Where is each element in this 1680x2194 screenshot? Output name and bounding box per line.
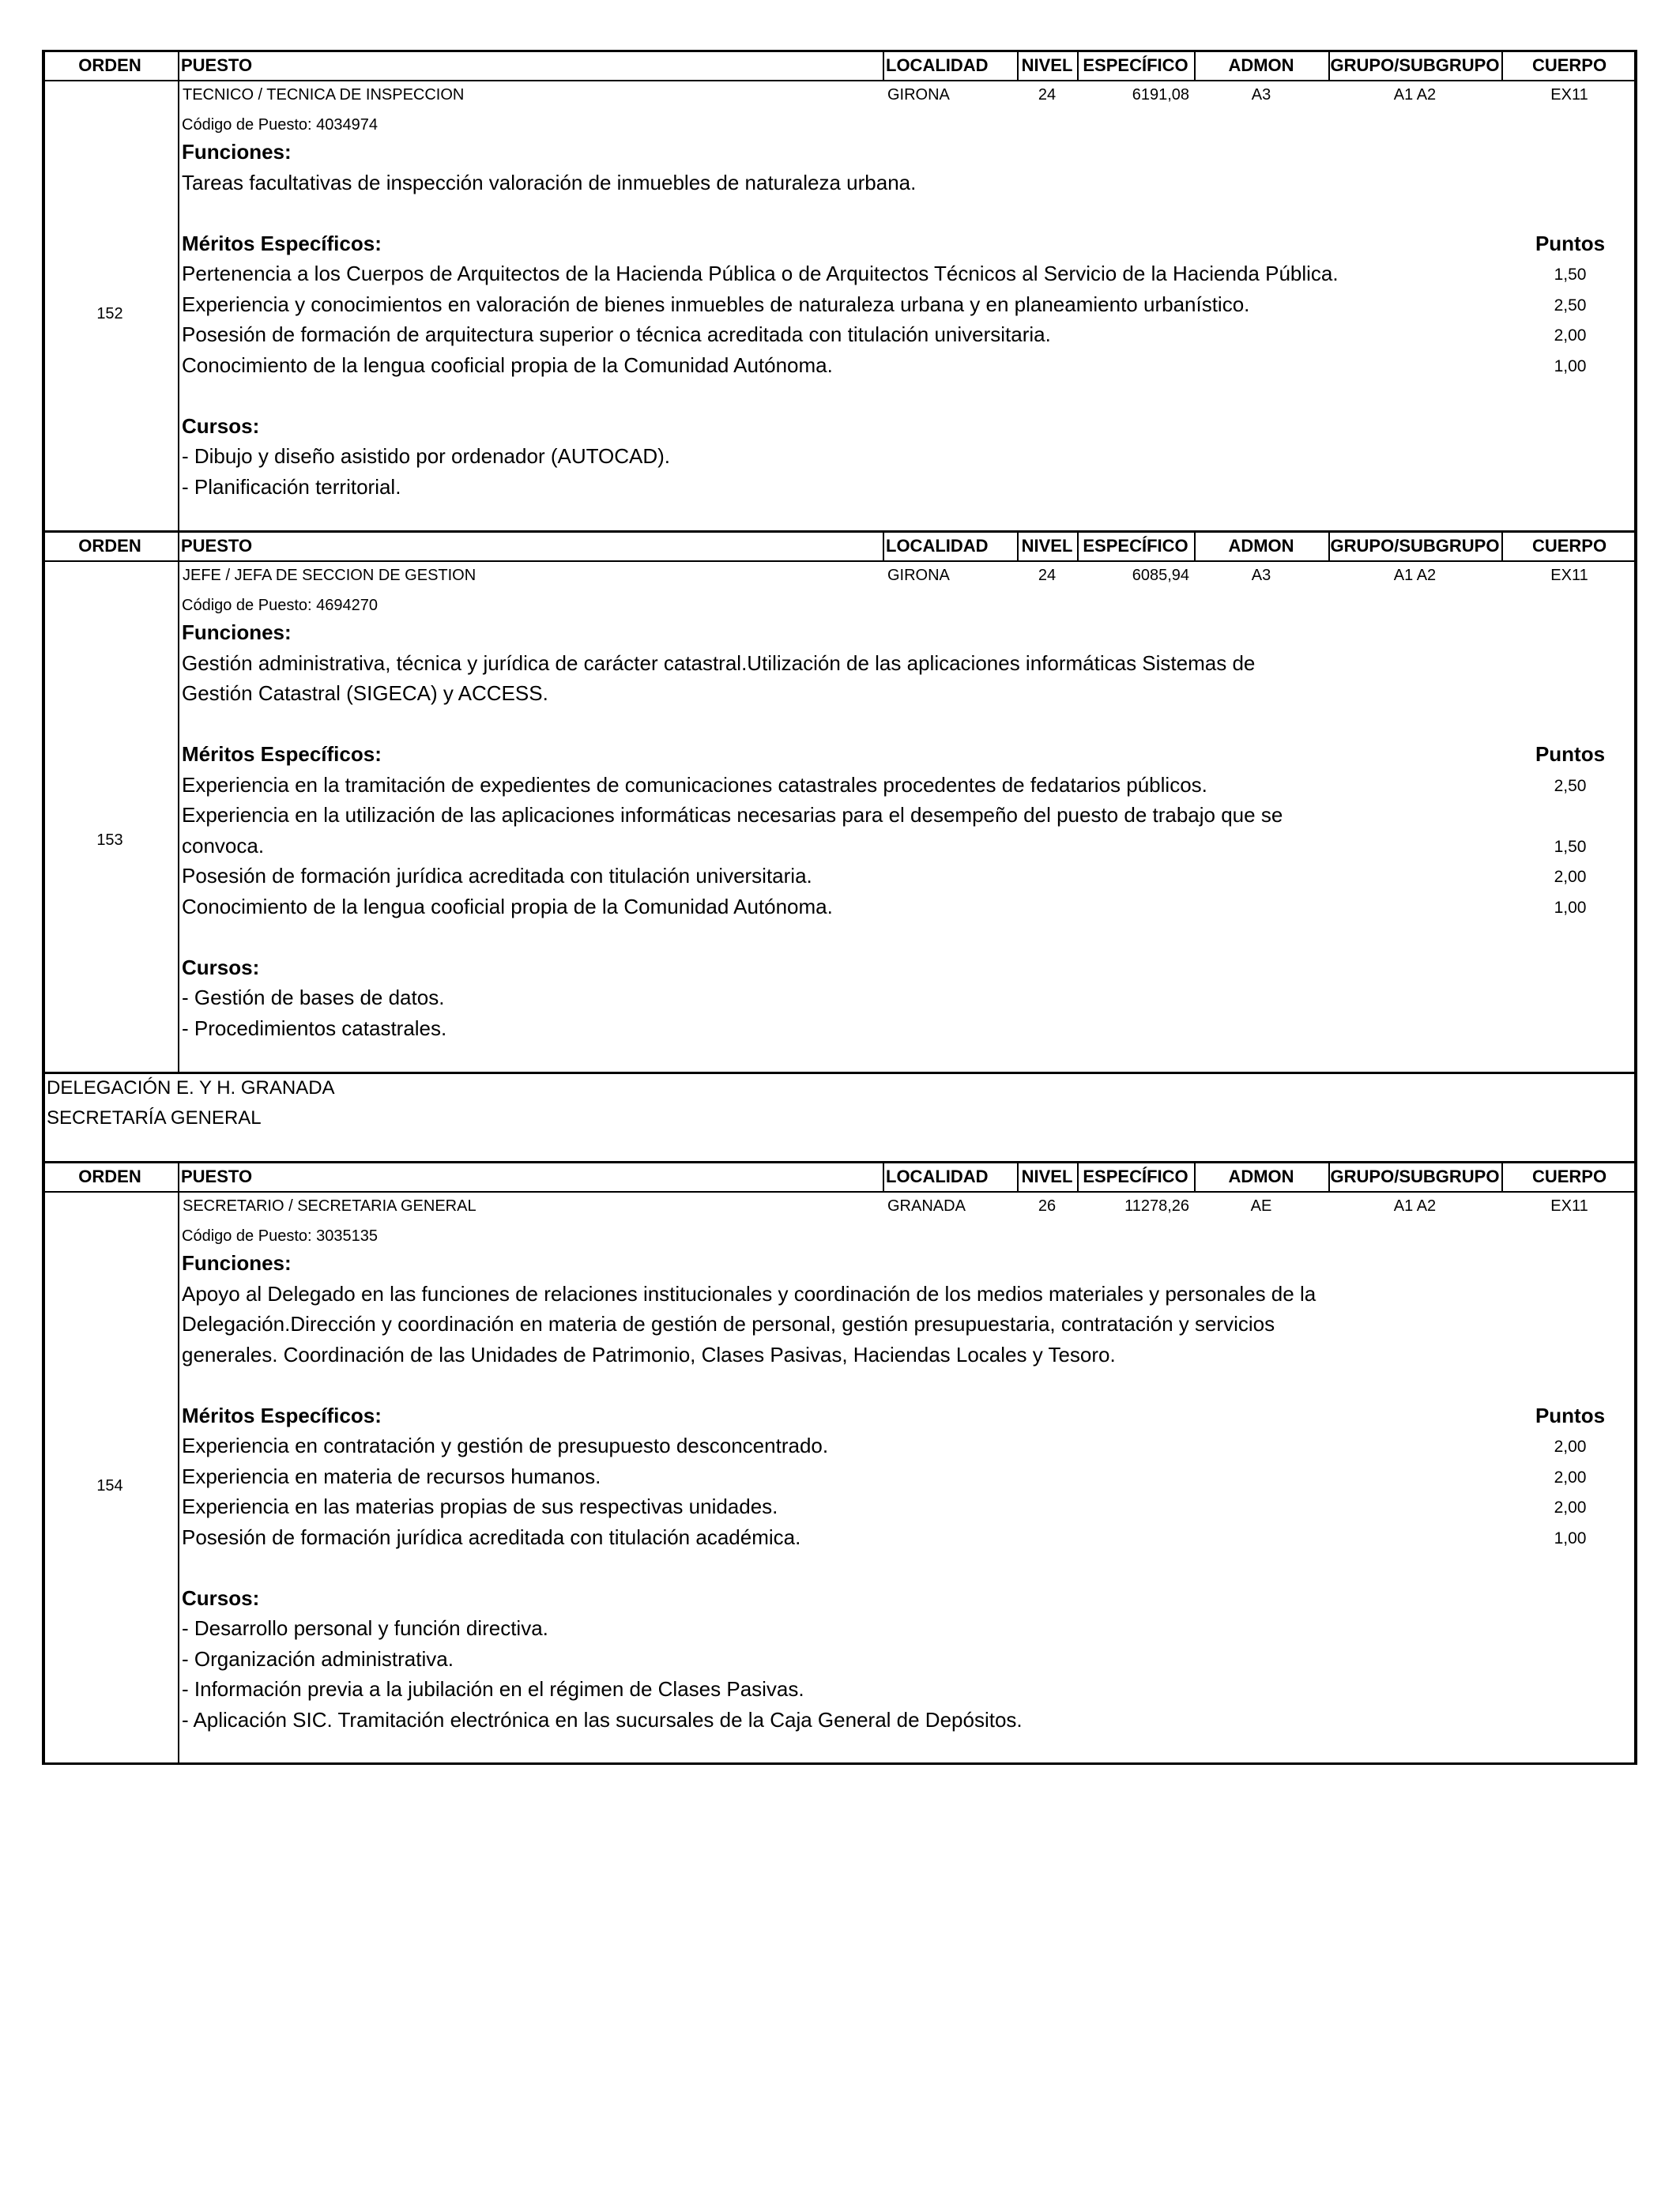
entry-grupo: A1 A2: [1393, 1197, 1437, 1215]
entry-admon: A3: [1251, 567, 1271, 584]
header-orden: ORDEN: [78, 536, 141, 556]
header-cuerpo: CUERPO: [1531, 55, 1607, 75]
header-cuerpo: CUERPO: [1531, 1167, 1607, 1186]
curso-line: - Gestión de bases de datos.: [182, 986, 445, 1009]
merito-line: Conocimiento de la lengua cooficial propia de la Comunidad Autónoma.: [182, 894, 833, 918]
curso-line: - Desarrollo personal y función directiva.: [182, 1616, 548, 1640]
header-localidad: LOCALIDAD: [886, 536, 989, 556]
funciones-line: Gestión Catastral (SIGECA) y ACCESS.: [182, 681, 548, 705]
entry-nivel: 24: [1038, 567, 1057, 584]
entry-localidad: GIRONA: [887, 86, 950, 104]
column-rule: [178, 560, 179, 1072]
merito-line: Posesión de formación jurídica acreditada con titulación académica.: [182, 1525, 801, 1549]
curso-line: - Dibujo y diseño asistido por ordenador (AUTOCAD).: [182, 444, 671, 468]
entry-orden: 154: [96, 1477, 123, 1495]
curso-line: - Planificación territorial.: [182, 474, 401, 499]
funciones-line: Tareas facultativas de inspección valoración de inmuebles de naturaleza urbana.: [182, 170, 917, 194]
header-especifico: ESPECÍFICO: [1083, 55, 1188, 75]
merito-line: Conocimiento de la lengua cooficial propia de la Comunidad Autónoma.: [182, 352, 833, 377]
entry-localidad: GRANADA: [887, 1197, 966, 1215]
merito-line: convoca.: [182, 833, 265, 858]
entry-admon: A3: [1251, 86, 1271, 104]
curso-line: - Procedimientos catastrales.: [182, 1016, 447, 1040]
curso-line: - Aplicación SIC. Tramitación electrónica en las sucursales de la Caja General de Depósitos.: [182, 1707, 1023, 1732]
merito-points: 2,00: [1554, 1438, 1587, 1456]
funciones-heading: Funciones:: [182, 620, 292, 644]
entry-puesto: JEFE / JEFA DE SECCION DE GESTION: [183, 567, 477, 584]
cursos-heading: Cursos:: [182, 1585, 260, 1610]
puntos-heading: Puntos: [1535, 231, 1606, 255]
funciones-line: generales. Coordinación de las Unidades de Patrimonio, Clases Pasivas, Haciendas Locales y Tesoro.: [182, 1342, 1116, 1367]
header-grupo: GRUPO/SUBGRUPO: [1330, 55, 1500, 75]
header-admon: ADMON: [1228, 536, 1294, 556]
meritos-heading: Méritos Específicos:: [182, 231, 382, 255]
header-orden: ORDEN: [78, 55, 141, 75]
curso-line: - Organización administrativa.: [182, 1646, 454, 1671]
entry-grupo: A1 A2: [1393, 86, 1437, 104]
entry-especifico: 11278,26: [1124, 1197, 1189, 1215]
merito-points: 1,50: [1554, 266, 1587, 284]
section-secretaria: SECRETARÍA GENERAL: [47, 1107, 262, 1129]
entry-cuerpo: EX11: [1550, 86, 1588, 104]
header-grupo: GRUPO/SUBGRUPO: [1330, 536, 1500, 556]
header-nivel: NIVEL: [1021, 55, 1073, 75]
entry-grupo: A1 A2: [1393, 567, 1437, 584]
column-rule: [178, 1191, 179, 1762]
entry-cuerpo: EX11: [1550, 567, 1588, 584]
puntos-heading: Puntos: [1535, 742, 1606, 766]
header-especifico: ESPECÍFICO: [1083, 536, 1188, 556]
funciones-line: Apoyo al Delegado en las funciones de relaciones institucionales y coordinación de los medios materiales y personales de la: [182, 1281, 1317, 1306]
header-localidad: LOCALIDAD: [886, 55, 989, 75]
cursos-heading: Cursos:: [182, 413, 260, 438]
funciones-heading: Funciones:: [182, 1251, 292, 1275]
header-grupo: GRUPO/SUBGRUPO: [1330, 1167, 1500, 1186]
header-puesto: PUESTO: [181, 536, 253, 556]
entry-especifico: 6191,08: [1132, 86, 1189, 104]
puntos-heading: Puntos: [1535, 1403, 1606, 1427]
entry-admon: AE: [1250, 1197, 1272, 1215]
merito-points: 2,00: [1554, 1498, 1587, 1517]
puesto-code: Código de Puesto: 4034974: [182, 116, 378, 134]
merito-line: Experiencia en la tramitación de expedientes de comunicaciones catastrales procedentes de fedatarios públicos.: [182, 772, 1207, 797]
meritos-heading: Méritos Específicos:: [182, 742, 382, 766]
puesto-code: Código de Puesto: 4694270: [182, 597, 378, 614]
entry-cuerpo: EX11: [1550, 1197, 1588, 1215]
funciones-heading: Funciones:: [182, 140, 292, 164]
entry-puesto: SECRETARIO / SECRETARIA GENERAL: [183, 1197, 477, 1215]
header-admon: ADMON: [1228, 55, 1294, 75]
merito-points: 2,00: [1554, 1468, 1587, 1487]
entry-localidad: GIRONA: [887, 567, 950, 584]
header-admon: ADMON: [1228, 1167, 1294, 1186]
entry-nivel: 24: [1038, 86, 1057, 104]
merito-line: Posesión de formación de arquitectura superior o técnica acreditada con titulación universitaria.: [182, 322, 1051, 346]
entry-puesto: TECNICO / TECNICA DE INSPECCION: [183, 86, 465, 104]
header-puesto: PUESTO: [181, 55, 253, 75]
header-cuerpo: CUERPO: [1531, 536, 1607, 556]
merito-points: 1,00: [1554, 356, 1587, 375]
merito-line: Experiencia en las materias propias de sus respectivas unidades.: [182, 1495, 778, 1518]
merito-line: Pertenencia a los Cuerpos de Arquitectos de la Hacienda Pública o de Arquitectos Técnicos al Servicio de la Hacienda Pública.: [182, 262, 1339, 285]
merito-points: 1,50: [1554, 837, 1587, 856]
puesto-code: Código de Puesto: 3035135: [182, 1227, 378, 1245]
merito-points: 2,00: [1554, 326, 1587, 345]
merito-points: 2,00: [1554, 868, 1587, 886]
header-nivel: NIVEL: [1021, 536, 1073, 556]
funciones-line: Gestión administrativa, técnica y jurídica de carácter catastral.Utilización de las aplicaciones informáticas Sistemas de: [182, 650, 1256, 675]
curso-line: - Información previa a la jubilación en el régimen de Clases Pasivas.: [182, 1677, 804, 1701]
entry-orden: 152: [96, 305, 123, 322]
merito-points: 1,00: [1554, 898, 1587, 917]
merito-points: 2,50: [1554, 296, 1587, 315]
entry-nivel: 26: [1038, 1197, 1057, 1215]
funciones-line: Delegación.Dirección y coordinación en materia de gestión de personal, gestión presupuestaria, contratación y servicios: [182, 1312, 1275, 1336]
entry-especifico: 6085,94: [1132, 567, 1189, 584]
section-delegacion: DELEGACIÓN E. Y H. GRANADA: [47, 1077, 335, 1099]
header-localidad: LOCALIDAD: [886, 1167, 989, 1186]
merito-line: Posesión de formación jurídica acreditada con titulación universitaria.: [182, 864, 812, 888]
header-nivel: NIVEL: [1021, 1167, 1073, 1186]
merito-line: Experiencia en contratación y gestión de presupuesto desconcentrado.: [182, 1434, 829, 1457]
header-especifico: ESPECÍFICO: [1083, 1167, 1188, 1186]
merito-line: Experiencia y conocimientos en valoración de bienes inmuebles de naturaleza urbana y en planeamiento urbanístico.: [182, 292, 1250, 316]
column-rule: [178, 80, 179, 530]
entry-orden: 153: [96, 831, 123, 849]
header-puesto: PUESTO: [181, 1167, 253, 1186]
merito-line: Experiencia en la utilización de las aplicaciones informáticas necesarias para el desempeño del puesto de trabajo que se: [182, 803, 1283, 827]
header-orden: ORDEN: [78, 1167, 141, 1186]
merito-line: Experiencia en materia de recursos humanos.: [182, 1464, 601, 1488]
cursos-heading: Cursos:: [182, 955, 260, 979]
table-rule: [42, 1762, 1637, 1765]
meritos-heading: Méritos Específicos:: [182, 1403, 382, 1427]
merito-points: 2,50: [1554, 776, 1587, 795]
merito-points: 1,00: [1554, 1529, 1587, 1547]
